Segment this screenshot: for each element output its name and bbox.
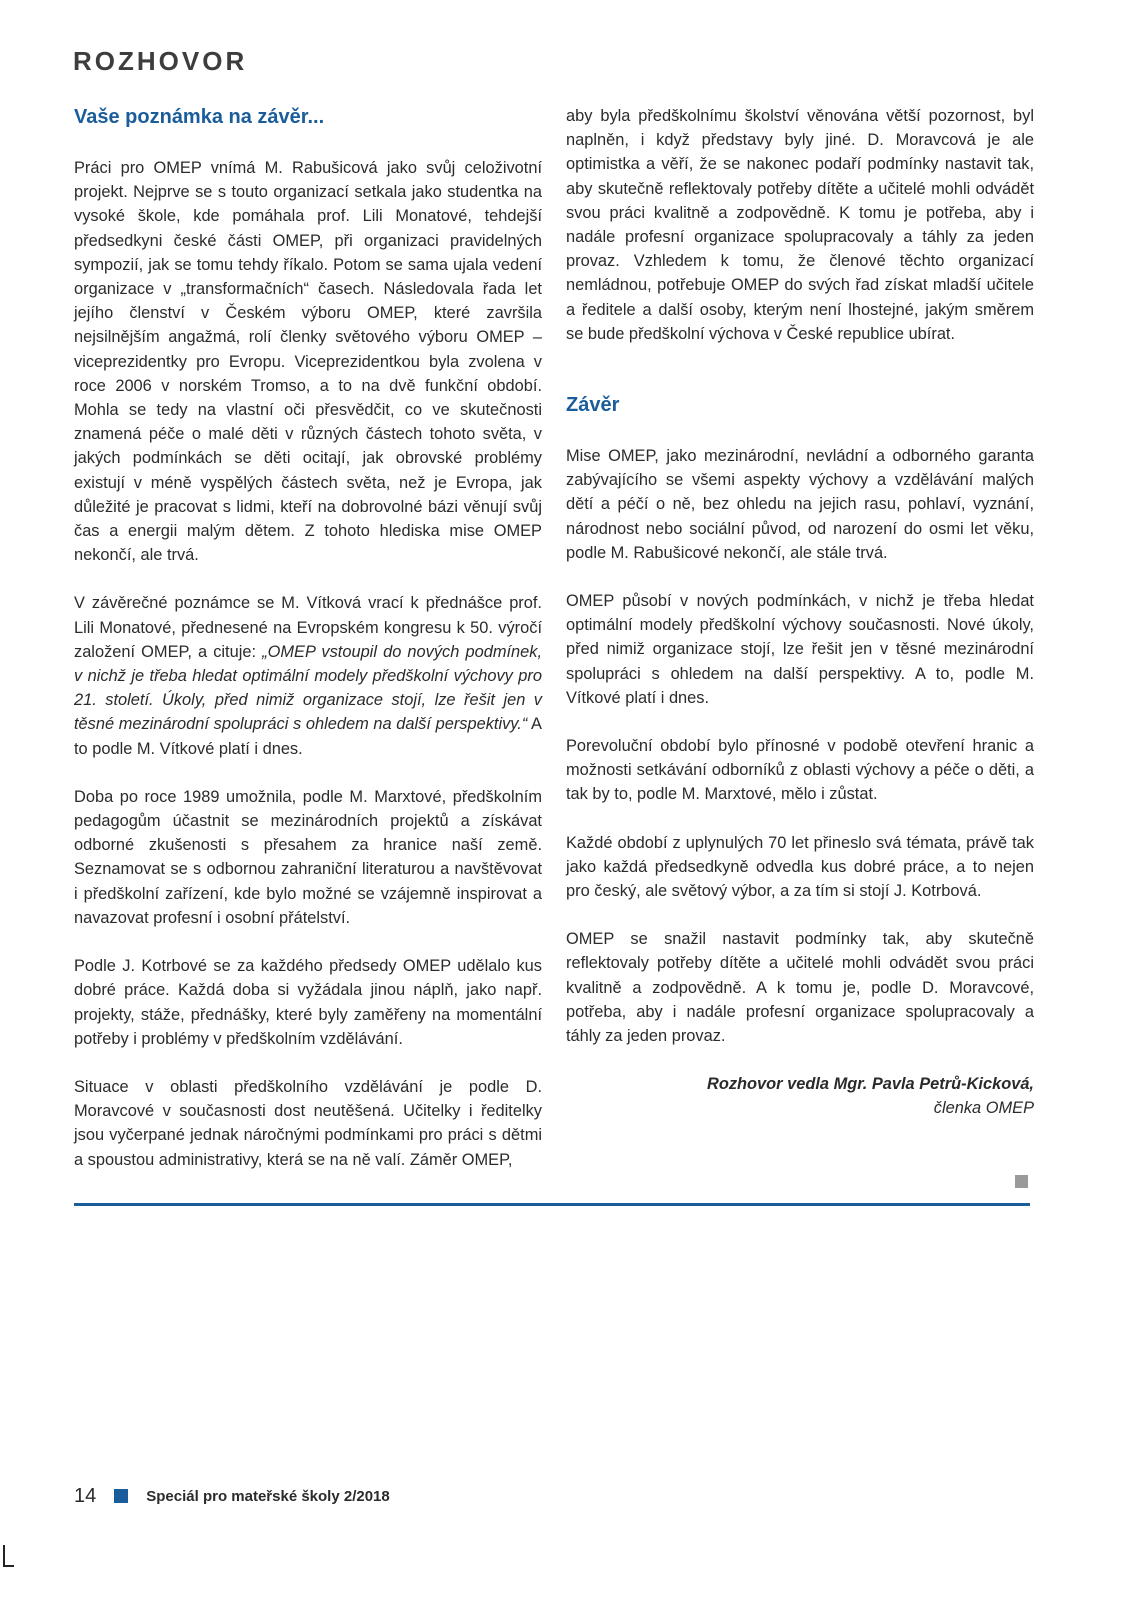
- crop-mark-icon: [3, 1545, 14, 1567]
- quote-text: „OMEP vstoupil do nových podmínek, v nichž je třeba hledat optimální modely předškolní výchovy pro 21. století. Úkoly, před nimiž organizace stojí, lze řešit jen v těsné mezinárodní spolupráci s ohledem na další perspektivy.“: [74, 642, 543, 734]
- quote-tail: A to podle M. Vítkové platí i dnes.: [74, 715, 542, 758]
- right-paragraph-3: OMEP působí v nových podmínkách, v nichž je třeba hledat optimální modely předškolní výchovy současnosti. Nové úkoly, před nimiž organizace stojí, lze řešit jen v těsné mezinárodní spolupráci s ohledem na další perspektivy. A to, podle M. Vítkové platí i dnes.: [566, 592, 1034, 707]
- left-paragraph-2: [74, 591, 542, 760]
- right-paragraph-5: Každé období z uplynulých 70 let přineslo svá témata, právě tak jako každá předsedkyně odvedla kus dobré práce, a to nejen pro český, ale světový výbor, a za tím si stojí J. Kotrbová.: [566, 833, 1034, 901]
- signature-name: Rozhovor vedla Mgr. Pavla Petrů-Kicková,: [706, 1075, 1034, 1094]
- right-paragraph-6: OMEP se snažil nastavit podmínky tak, aby skutečně reflektovaly potřeby dítěte a učitelé mohli odvádět svou práci kvalitně a zodpovědně. A k tomu je, podle D. Moravcové, potřeba, aby i nadále profesní organizace spolupracovaly a táhly za jeden provaz.: [566, 930, 1034, 1046]
- section-label: ROZHOVOR: [73, 46, 248, 76]
- quote-lead: V závěrečné poznámce se M. Vítková vrací k přednášce prof. Lili Monatové, přednesené na Evropském kongresu k 50. výročí založení OMEP, a cituje:: [74, 594, 542, 661]
- page-footer: [74, 1484, 390, 1508]
- left-column: [74, 104, 542, 1172]
- right-paragraph-4: Porevoluční období bylo přínosné v podobě otevření hranic a možnosti setkávání odborníků z oblasti výchovy a péče o děti, a tak by to, podle M. Marxtové, mělo i zůstat.: [566, 737, 1034, 804]
- left-paragraph-3: Doba po roce 1989 umožnila, podle M. Marxtové, předškolním pedagogům účastnit se mezinárodních projektů a získávat odborné zkušenosti s přesahem za hranice naší země. Seznamovat se s odbornou zahraniční literaturou a navštěvovat i předškolní zařízení, kde bylo možné se vzájemně inspirovat a navazovat profesní i osobní přátelství.: [74, 787, 542, 927]
- signature-role: členka OMEP: [933, 1099, 1034, 1118]
- page-number: 14: [74, 1484, 97, 1507]
- end-of-article-square-icon: [1015, 1175, 1028, 1188]
- left-paragraph-5: Situace v oblasti předškolního vzdělávání je podle D. Moravcové v současnosti dost neutěšená. Učitelky i ředitelky jsou vyčerpané jednak náročnými podmínkami pro práci s dětmi a spoustou administrativy, která se na ně valí. Záměr OMEP,: [74, 1077, 542, 1169]
- right-column: [566, 104, 1034, 1120]
- right-paragraph-2: Mise OMEP, jako mezinárodní, nevládní a odborného garanta zabývajícího se všemi aspekty výchovy a vzdělávání malých dětí a péčí o ně, bez ohledu na jejich rasu, pohlaví, vyznání, národnost nebo sociální původ, od narození do osmi let věku, podle M. Rabušicové nekončí, ale stále trvá.: [566, 447, 1034, 562]
- signature: [566, 1072, 1034, 1120]
- right-paragraph-1: aby byla předškolnímu školství věnována větší pozornost, byl naplněn, i když představy byly jiné. D. Moravcová je ale optimistka a věří, že se nakonec podaří podmínky nastavit tak, aby skutečně reflektovaly potřeby dítěte a učitelé mohli odvádět svou práci kvalitně a zodpovědně. K tomu je potřeba, aby i nadále profesní organizace spolupracovaly a táhly za jeden provaz. Vzhledem k tomu, že členové těchto organizací nemládnou, potřebuje OMEP do svých řad získat mladší učitele a ředitele a další osoby, kterým není lhostejné, jakým směrem se bude předškolní výchova v České republice ubírat.: [566, 107, 1034, 343]
- horizontal-divider: [74, 1203, 1030, 1206]
- left-heading: Vaše poznámka na závěr...: [74, 106, 325, 128]
- right-heading: Závěr: [566, 394, 620, 417]
- square-bullet-icon: [114, 1489, 128, 1503]
- left-paragraph-4: Podle J. Kotrbové se za každého předsedy OMEP udělalo kus dobré práce. Každá doba si vyžádala jinou náplň, jako např. projekty, stáže, přednášky, které byly zaměřeny na momentální potřeby i problémy v předškolním vzdělávání.: [74, 957, 542, 1048]
- left-paragraph-1: Práci pro OMEP vnímá M. Rabušicová jako svůj celoživotní projekt. Nejprve se s touto organizací setkala jako studentka na vysoké škole, kde pomáhala prof. Lili Monatové, tehdejší předsedkyni české části OMEP, při organizaci pravidelných sympozií, jak se tomu tehdy říkalo. Potom se sama ujala vedení organizace v „transformačních“ časech. Následovala řada let jejího členství v Českém výboru OMEP, které završila nejsilnějším angažmá, rolí členky světového výboru OMEP – viceprezidentky pro Evropu. Viceprezidentkou byla zvolena v roce 2006 v norském Tromso, a to na dvě funkční období. Mohla se tedy na vlastní oči přesvědčit, co ve skutečnosti znamená péče o malé děti v různých částech tohoto světa, v jakých podmínkách se děti ocitají, jak obrovské problémy existují v méně vyspělých částech světa, než je Evropa, jak důležité je pracovat s lidmi, kteří na dobrovolné bázi věnují svůj čas a energii malým dětem. Z tohoto hlediska mise OMEP nekončí, ale trvá.: [74, 159, 542, 565]
- publication-name: Speciál pro mateřské školy 2/2018: [146, 1487, 390, 1505]
